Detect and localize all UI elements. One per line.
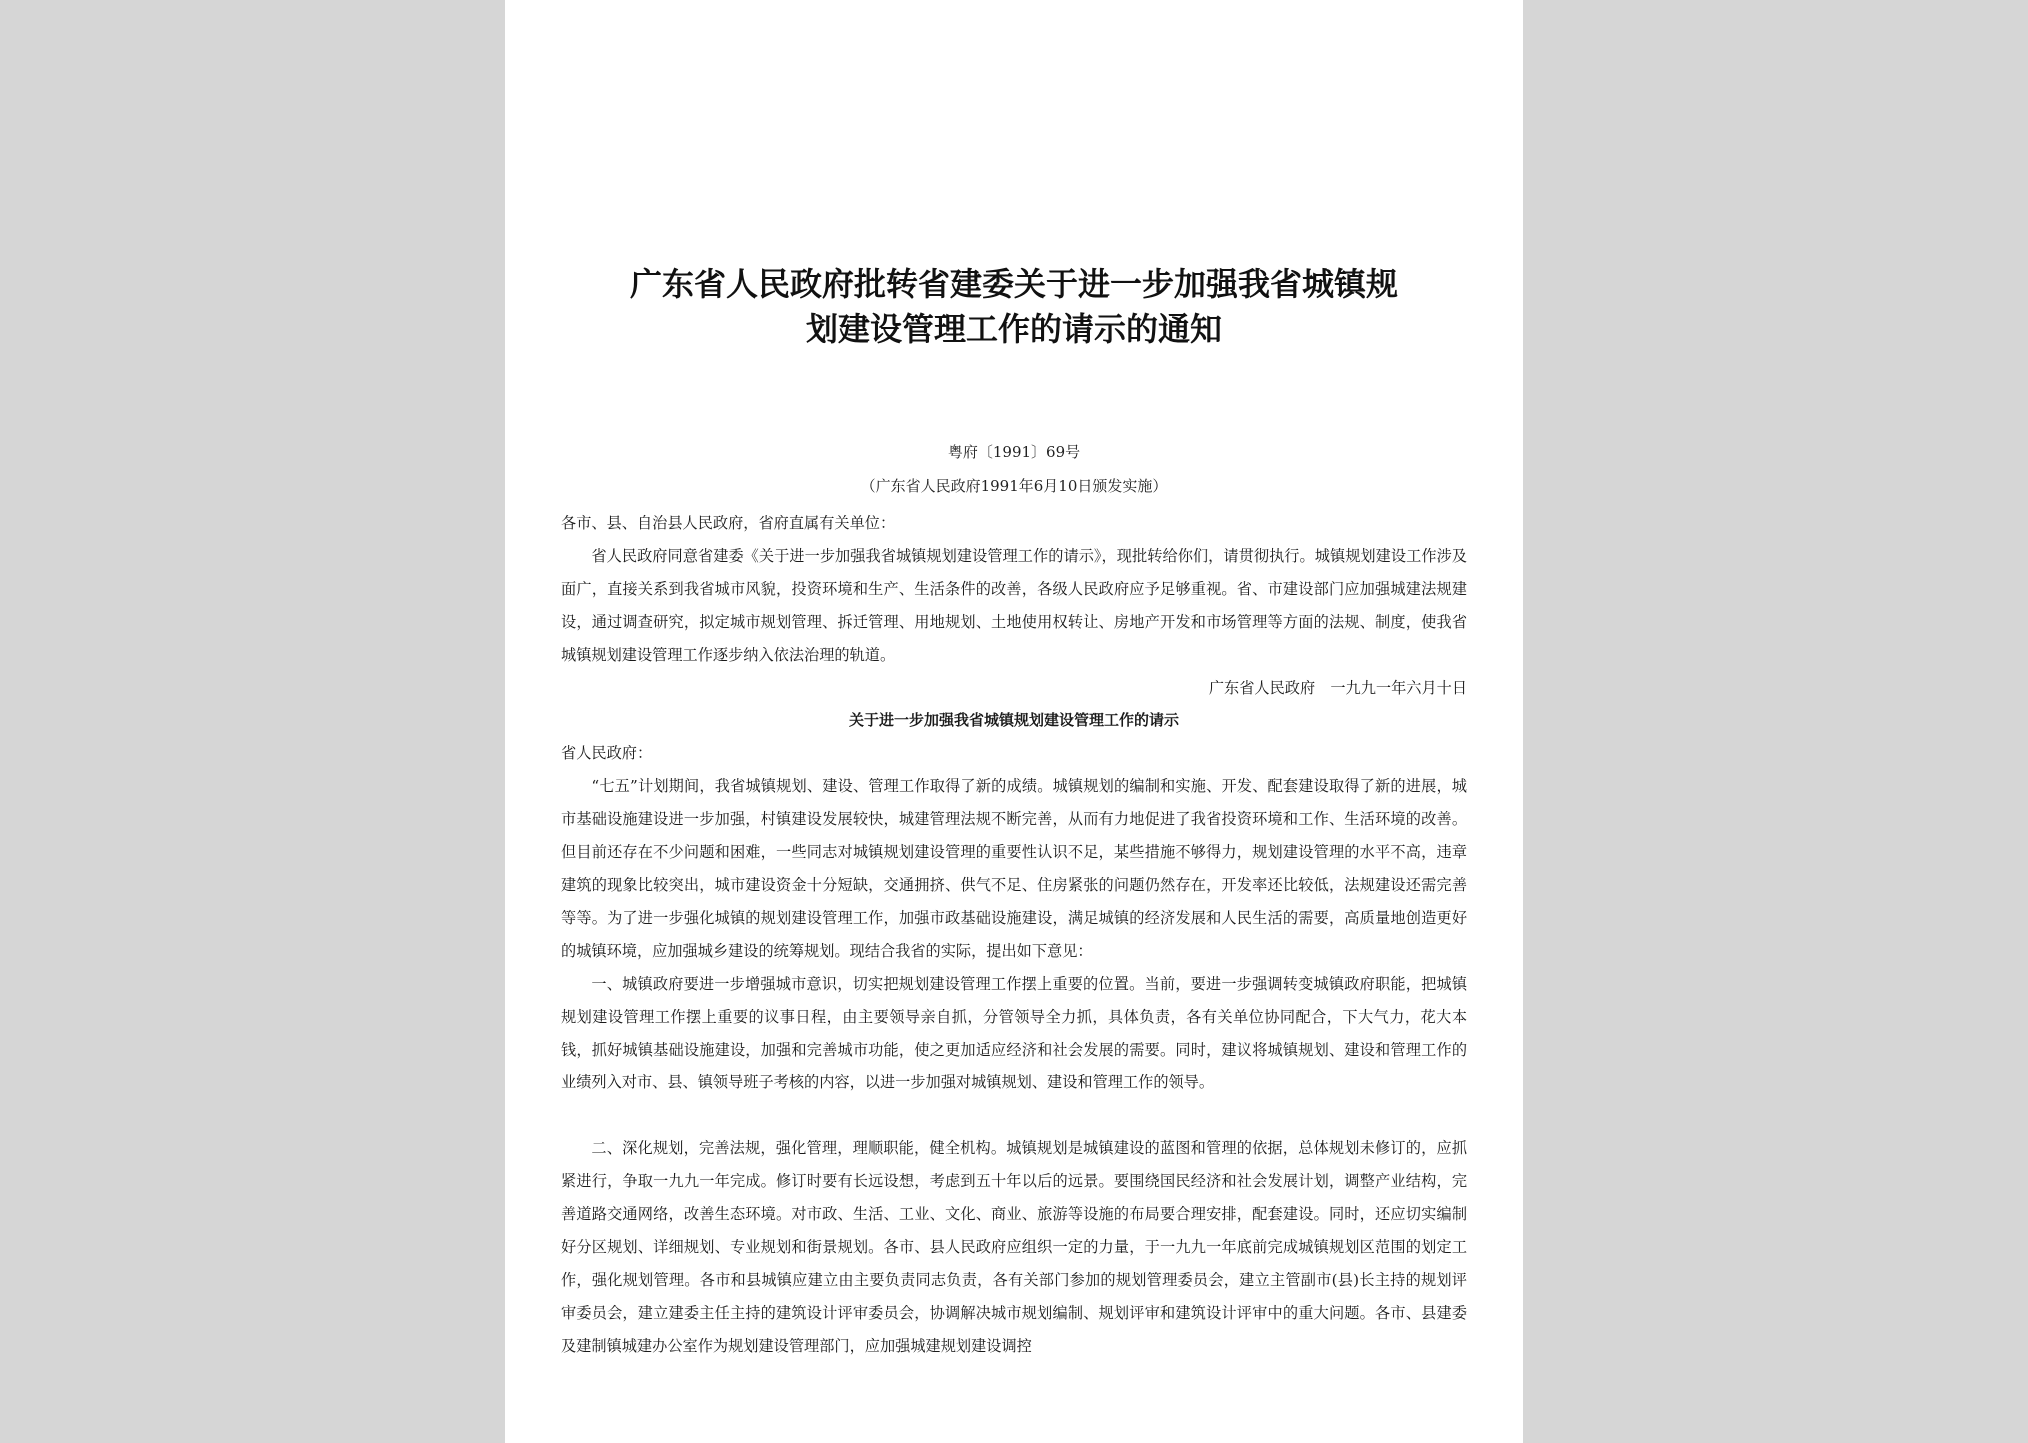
request-title: 关于进一步加强我省城镇规划建设管理工作的请示 <box>848 711 1179 730</box>
notice-paragraph: 省人民政府同意省建委《关于进一步加强我省城镇规划建设管理工作的请示》，现批转给你们，请贯彻执行。城镇规划建设工作涉及面广，直接关系到我省城市风貌，投资环境和生产、生活条件的改善，各级人民政府应予足够重视。省、市建设部门应加强城建法规建设，通过调查研究，拟定城市规划管理、拆迁管理、用地规划、土地使用权转让、房地产开发和市场管理等方面的法规、制度，使我省城镇规划建设管理工作逐步纳入依法治理的轨道。 <box>561 546 1467 664</box>
paragraph-intro: “七五”计划期间，我省城镇规划、建设、管理工作取得了新的成绩。城镇规划的编制和实施、开发、配套建设取得了新的进展，城市基础设施建设进一步加强，村镇建设发展较快，城建管理法规不断完善，从而有力地促进了我省投资环境和工作、生活环境的改善。但目前还存在不少问题和困难，一些同志对城镇规划建设管理的重要性认识不足，某些措施不够得力，规划建设管理的水平不高，违章建筑的现象比较突出，城市建设资金十分短缺，交通拥挤、供气不足、住房紧张的问题仍然存在，开发率还比较低，法规建设还需完善等等。为了进一步强化城镇的规划建设管理工作，加强市政基础设施建设，满足城镇的经济发展和人民生活的需要，高质量地创造更好的城镇环境，应加强城乡建设的统筹规划。现结合我省的实际，提出如下意见： <box>561 777 1467 960</box>
title-line-2: 划建设管理工作的请示的通知 <box>805 310 1222 348</box>
issued-note: （广东省人民政府1991年6月10日颁发实施） <box>860 477 1168 495</box>
document-number: 粤府〔1991〕69号 <box>947 443 1081 461</box>
request-addressee: 省人民政府： <box>561 744 653 763</box>
paragraph-one: 一、城镇政府要进一步增强城市意识，切实把规划建设管理工作摆上重要的位置。当前，要进一步强调转变城镇政府职能，把城镇规划建设管理工作摆上重要的议事日程，由主要领导亲自抓，分管领导全力抓，具体负责，各有关单位协同配合，下大气力，花大本钱，抓好城镇基础设施建设，加强和完善城市功能，使之更加适应经济和社会发展的需要。同时，建议将城镇规划、建设和管理工作的业绩列入对市、县、镇领导班子考核的内容，以进一步加强对城镇规划、建设和管理工作的领导。 <box>561 974 1467 1092</box>
signature: 广东省人民政府 一九九一年六月十日 <box>1208 678 1467 697</box>
addressee: 各市、县、自治县人民政府，省府直属有关单位： <box>561 514 896 532</box>
document-body <box>561 507 1467 1363</box>
title-line-1: 广东省人民政府批转省建委关于进一步加强我省城镇规 <box>629 265 1398 303</box>
document-title <box>545 262 1483 352</box>
paragraph-gap <box>561 1099 1467 1132</box>
document-page <box>505 0 1523 1443</box>
paragraph-two: 二、深化规划，完善法规，强化管理，理顺职能，健全机构。城镇规划是城镇建设的蓝图和管理的依据，总体规划未修订的，应抓紧进行，争取一九九一年完成。修订时要有长远设想，考虑到五十年以后的远景。要围绕国民经济和社会发展计划，调整产业结构，完善道路交通网络，改善生态环境。对市政、生活、工业、文化、商业、旅游等设施的布局要合理安排，配套建设。同时，还应切实编制好分区规划、详细规划、专业规划和街景规划。各市、县人民政府应组织一定的力量，于一九九一年底前完成城镇规划区范围的划定工作，强化规划管理。各市和县城镇应建立由主要负责同志负责，各有关部门参加的规划管理委员会，建立主管副市(县)长主持的规划评审委员会，建立建委主任主持的建筑设计评审委员会，协调解决城市规划编制、规划评审和建筑设计评审中的重大问题。各市、县建委及建制镇城建办公室作为规划建设管理部门，应加强城建规划建设调控 <box>561 1139 1467 1355</box>
